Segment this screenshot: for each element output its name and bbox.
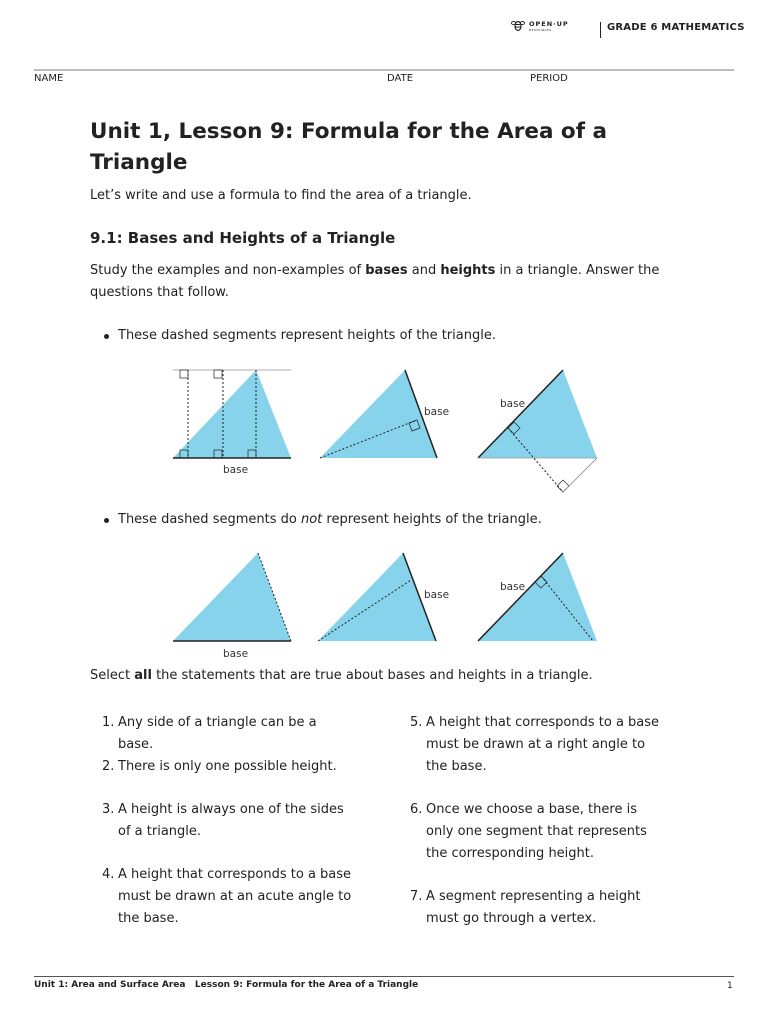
statement-text: There is only one possible height. bbox=[118, 759, 337, 774]
bullet-heights-text: These dashed segments represent heights of the triangle. bbox=[118, 328, 496, 343]
all-term: all bbox=[134, 668, 152, 683]
lesson-title: Unit 1, Lesson 9: Formula for the Area of a Triangle bbox=[90, 119, 608, 175]
base-label: base bbox=[223, 648, 249, 660]
statement-text: A height is always one of the sides of a triangle. bbox=[118, 802, 344, 839]
statement-5[interactable] bbox=[410, 712, 660, 778]
footer-text bbox=[34, 980, 418, 990]
select-instruction: Select all the statements that are true about bases and heights in a triangle. bbox=[90, 668, 593, 683]
statement-7[interactable] bbox=[410, 886, 660, 930]
statement-6[interactable] bbox=[410, 799, 660, 865]
diagram-heights-2 bbox=[320, 370, 449, 458]
footer-unit: Unit 1: Area and Surface Area bbox=[34, 980, 186, 990]
logo-text: OPEN·UP bbox=[529, 19, 569, 28]
footer-lesson: Lesson 9: Formula for the Area of a Triangle bbox=[194, 980, 419, 990]
bullet-not-heights-text: These dashed segments do not represent heights of the triangle. bbox=[118, 512, 542, 527]
statement-text: A height that corresponds to a base must be drawn at a right angle to the base. bbox=[426, 715, 660, 774]
name-field-label: NAME bbox=[34, 73, 64, 84]
diagram-heights-1 bbox=[173, 370, 291, 476]
statement-text: Any side of a triangle can be a base. bbox=[118, 715, 317, 752]
date-field-label: DATE bbox=[387, 73, 414, 84]
diagram-not-heights-3 bbox=[478, 553, 597, 641]
statement-number: 5. bbox=[410, 715, 423, 730]
base-label: base bbox=[500, 581, 526, 593]
activity-heading: 9.1: Bases and Heights of a Triangle bbox=[90, 229, 396, 247]
statement-4[interactable] bbox=[102, 864, 352, 930]
bullet-not-heights bbox=[104, 512, 542, 527]
base-label: base bbox=[223, 464, 249, 476]
heights-term: heights bbox=[440, 263, 496, 278]
statement-number: 6. bbox=[410, 802, 423, 817]
statement-text: Once we choose a base, there is only one segment that represents the corresponding height. bbox=[426, 802, 647, 861]
not-emphasis: not bbox=[300, 512, 323, 527]
grade-label: GRADE 6 MATHEMATICS bbox=[607, 22, 745, 33]
statement-number: 2. bbox=[102, 759, 115, 774]
base-label: base bbox=[424, 589, 450, 601]
page-number: 1 bbox=[727, 981, 733, 991]
base-label: base bbox=[424, 406, 450, 418]
statement-number: 4. bbox=[102, 867, 115, 882]
statement-3[interactable] bbox=[102, 799, 352, 843]
lesson-intro: Let’s write and use a formula to find the area of a triangle. bbox=[90, 188, 472, 203]
base-label: base bbox=[500, 398, 526, 410]
statement-text: A height that corresponds to a base must be drawn at an acute angle to the base. bbox=[118, 867, 352, 926]
bullet-dot bbox=[104, 518, 109, 523]
diagram-not-heights-1 bbox=[173, 553, 291, 660]
statement-number: 7. bbox=[410, 889, 423, 904]
statement-number: 1. bbox=[102, 715, 115, 730]
bases-term: bases bbox=[365, 263, 408, 278]
statement-2[interactable] bbox=[102, 756, 352, 778]
footer-rule bbox=[34, 976, 734, 977]
activity-instruction: Study the examples and non-examples of bases and heights in a triangle. Answer the questions that follow. bbox=[90, 263, 660, 300]
logo-subtext: RESOURCES bbox=[529, 27, 552, 32]
statement-number: 3. bbox=[102, 802, 115, 817]
statement-text: A segment representing a height must go through a vertex. bbox=[426, 889, 641, 926]
diagram-not-heights-2 bbox=[318, 553, 449, 641]
diagram-heights-3 bbox=[478, 370, 597, 492]
statement-1[interactable] bbox=[102, 712, 352, 756]
period-field-label: PERIOD bbox=[530, 73, 568, 84]
